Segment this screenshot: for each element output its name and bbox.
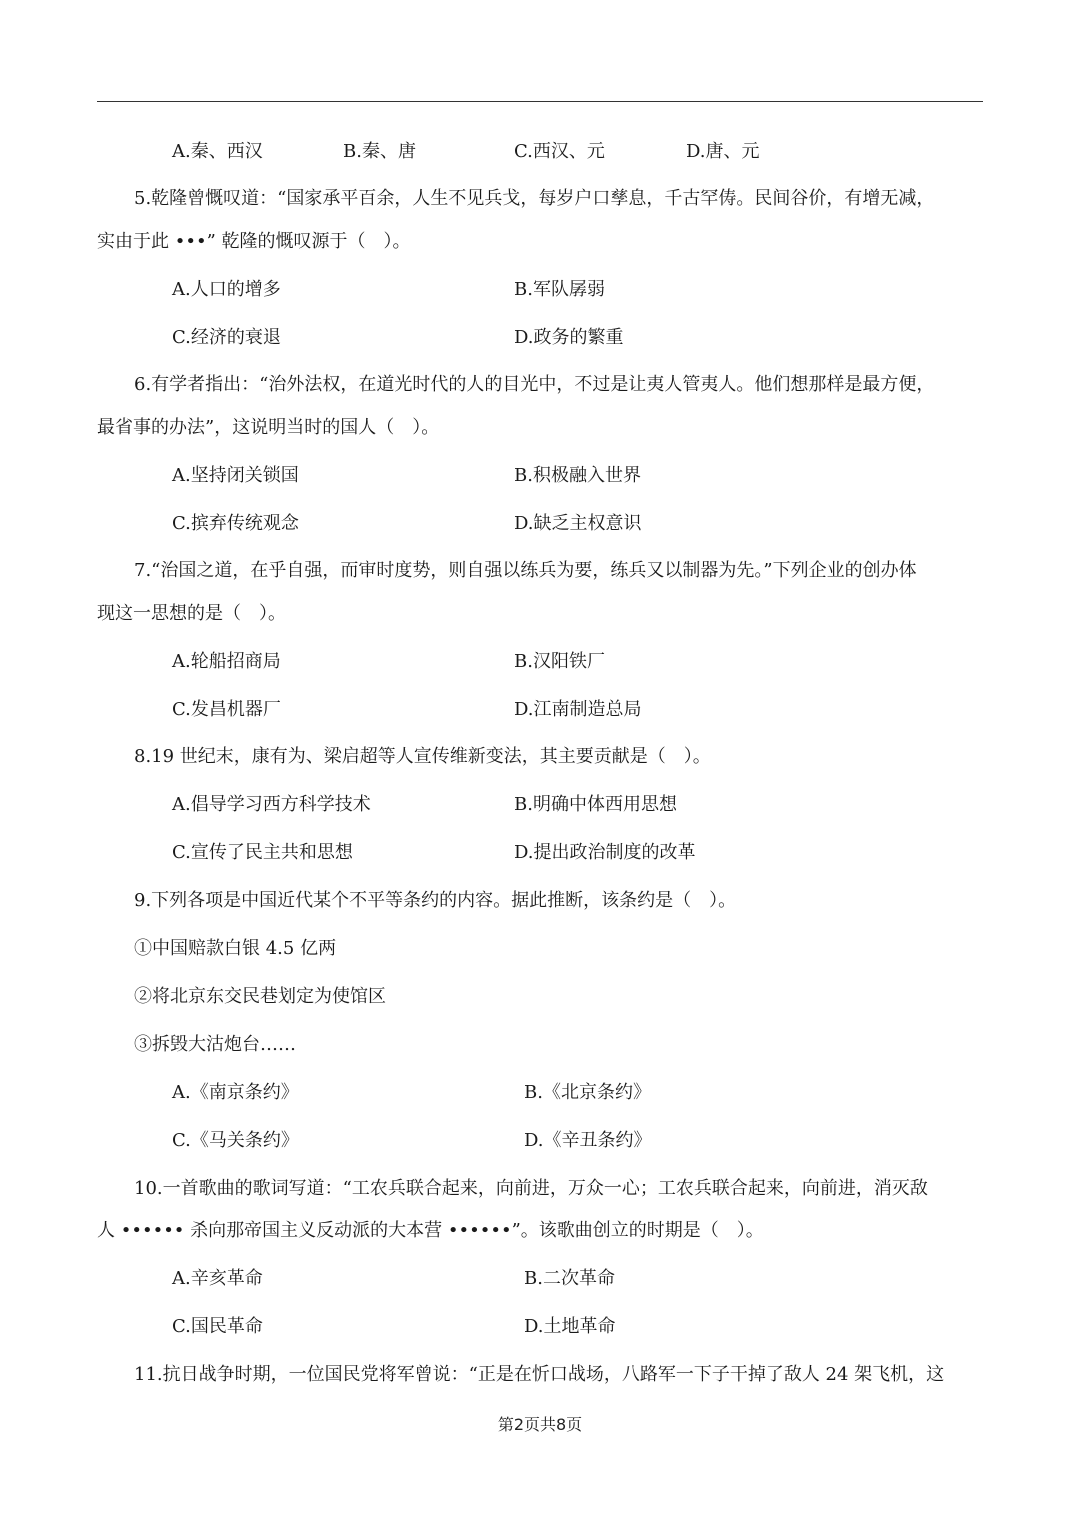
q9-option-a: A.《南京条约》 xyxy=(172,1082,299,1103)
q5-stem-line2: 实由于此 •••” 乾隆的慨叹源于（ ）。 xyxy=(97,231,411,252)
q4-option-d: D.唐、元 xyxy=(686,141,760,162)
q10-option-d: D.土地革命 xyxy=(524,1316,616,1337)
q4-option-c: C.西汉、元 xyxy=(514,141,605,162)
q6-option-b: B.积极融入世界 xyxy=(514,465,641,486)
q9-option-d: D.《辛丑条约》 xyxy=(524,1130,652,1151)
q7-option-d: D.江南制造总局 xyxy=(514,699,642,720)
q5-stem-line1: 5.乾隆曾慨叹道：“国家承平百余，人生不见兵戈，每岁户口孳息，千古罕俦。民间谷价，有增无减， xyxy=(134,188,935,209)
q9-item-3: ③拆毁大沽炮台…… xyxy=(134,1034,296,1055)
header-rule xyxy=(97,101,983,102)
q10-stem-line2: 人 •••••• 杀向那帝国主义反动派的大本营 ••••••”。该歌曲创立的时期是（ ）。 xyxy=(97,1220,764,1241)
q10-stem-line1: 10.一首歌曲的歌词写道：“工农兵联合起来，向前进，万众一心；工农兵联合起来，向前进，消灭敌 xyxy=(134,1178,928,1199)
q8-option-a: A.倡导学习西方科学技术 xyxy=(172,794,371,815)
q8-stem-line1: 8.19 世纪末，康有为、梁启超等人宣传维新变法，其主要贡献是（ ）。 xyxy=(134,746,711,767)
page-number: 第2页共8页 xyxy=(497,1415,583,1434)
q5-option-b: B.军队孱弱 xyxy=(514,279,605,300)
q7-option-a: A.轮船招商局 xyxy=(172,651,281,672)
q9-item-2: ②将北京东交民巷划定为使馆区 xyxy=(134,986,386,1007)
q8-option-c: C.宣传了民主共和思想 xyxy=(172,842,353,863)
q10-option-b: B.二次革命 xyxy=(524,1268,615,1289)
q9-stem-line1: 9.下列各项是中国近代某个不平等条约的内容。据此推断，该条约是（ ）。 xyxy=(134,890,737,911)
q5-option-a: A.人口的增多 xyxy=(172,279,281,300)
q9-item-1: ①中国赔款白银 4.5 亿两 xyxy=(134,938,337,959)
q6-option-c: C.摈弃传统观念 xyxy=(172,513,299,534)
q6-stem-line2: 最省事的办法”，这说明当时的国人（ ）。 xyxy=(97,417,440,438)
q5-option-d: D.政务的繁重 xyxy=(514,327,624,348)
q4-option-a: A.秦、西汉 xyxy=(172,141,263,162)
q6-stem-line1: 6.有学者指出：“治外法权，在道光时代的人的目光中，不过是让夷人管夷人。他们想那样是最方便， xyxy=(134,374,935,395)
q7-option-b: B.汉阳铁厂 xyxy=(514,651,605,672)
q6-option-d: D.缺乏主权意识 xyxy=(514,513,642,534)
q6-option-a: A.坚持闭关锁国 xyxy=(172,465,299,486)
q4-option-b: B.秦、唐 xyxy=(343,141,416,162)
q7-stem-line1: 7.“治国之道，在乎自强，而审时度势，则自强以练兵为要，练兵又以制器为先。”下列企业的创办体 xyxy=(134,560,917,581)
q9-option-c: C.《马关条约》 xyxy=(172,1130,299,1151)
q8-option-d: D.提出政治制度的改革 xyxy=(514,842,696,863)
q9-option-b: B.《北京条约》 xyxy=(524,1082,651,1103)
q10-option-a: A.辛亥革命 xyxy=(172,1268,263,1289)
q10-option-c: C.国民革命 xyxy=(172,1316,263,1337)
q5-option-c: C.经济的衰退 xyxy=(172,327,281,348)
q7-stem-line2: 现这一思想的是（ ）。 xyxy=(97,603,286,624)
q11-stem-line1: 11.抗日战争时期，一位国民党将军曾说：“正是在忻口战场，八路军一下子干掉了敌人 24 架飞机，这 xyxy=(134,1364,945,1385)
q8-option-b: B.明确中体西用思想 xyxy=(514,794,677,815)
q7-option-c: C.发昌机器厂 xyxy=(172,699,281,720)
